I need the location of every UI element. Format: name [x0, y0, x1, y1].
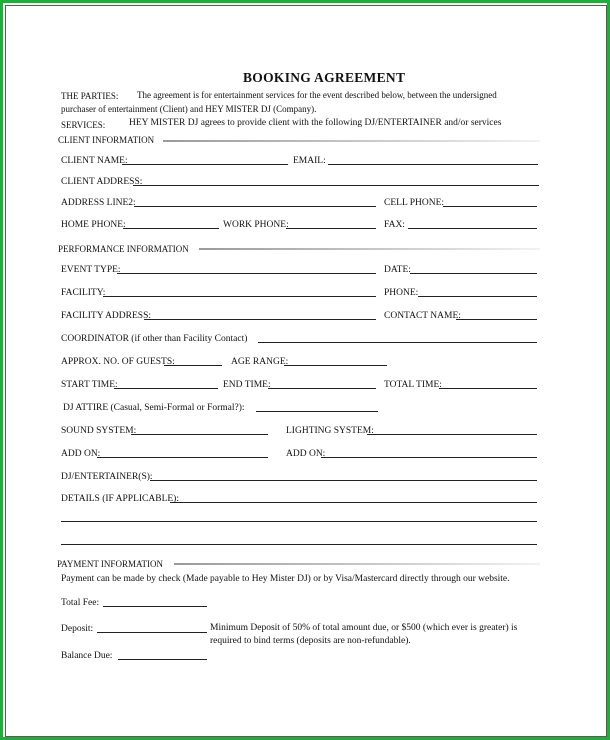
balance-due-label: Balance Due: — [61, 651, 113, 661]
age-range-label: AGE RANGE: — [231, 357, 289, 367]
document-title: BOOKING AGREEMENT — [243, 70, 406, 85]
deposit-note-1: Minimum Deposit of 50% of total amount due, or $500 (which ever is greater) is — [210, 623, 518, 633]
client-address-label: CLIENT ADDRESS: — [61, 177, 143, 187]
start-time-field[interactable] — [114, 388, 218, 389]
lighting-system-field[interactable] — [367, 434, 537, 435]
details-field-line-2[interactable] — [61, 521, 537, 522]
add-on-1-field[interactable] — [97, 457, 268, 458]
facility-label: FACILITY: — [61, 288, 106, 298]
deposit-label: Deposit: — [61, 624, 94, 634]
cell-phone-label: CELL PHONE: — [384, 198, 445, 208]
age-range-field[interactable] — [284, 365, 387, 366]
fax-label: FAX: — [384, 220, 405, 230]
dj-entertainers-field[interactable] — [150, 480, 537, 481]
balance-due-field[interactable] — [118, 659, 207, 660]
total-fee-field[interactable] — [103, 606, 207, 607]
work-phone-field[interactable] — [286, 228, 376, 229]
details-field-line-1[interactable] — [170, 502, 537, 503]
cell-phone-field[interactable] — [443, 206, 537, 207]
approx-guests-label: APPROX. NO. OF GUESTS: — [61, 357, 175, 367]
client-name-label: CLIENT NAME: — [61, 156, 128, 166]
facility-field[interactable] — [103, 296, 376, 297]
home-phone-label: HOME PHONE: — [61, 220, 126, 230]
lighting-system-label: LIGHTING SYSTEM: — [286, 426, 374, 436]
parties-text-1: The agreement is for entertainment services for the event described below, between the undersigned — [137, 90, 497, 100]
parties-text-2: purchaser of entertainment (Client) and HEY MISTER DJ (Company). — [61, 104, 317, 114]
coordinator-field[interactable] — [258, 342, 537, 343]
end-time-field[interactable] — [268, 388, 376, 389]
details-label: DETAILS (IF APPLICABLE): — [61, 494, 179, 504]
parties-label: THE PARTIES: — [61, 91, 119, 101]
client-address-field[interactable] — [133, 185, 539, 186]
total-time-field[interactable] — [439, 388, 537, 389]
deposit-note-2: required to bind terms (deposits are non-refundable). — [210, 636, 411, 646]
work-phone-label: WORK PHONE: — [223, 220, 289, 230]
payment-section-rule — [174, 563, 540, 565]
client-name-field[interactable] — [122, 164, 288, 165]
services-text: HEY MISTER DJ agrees to provide client with the following DJ/ENTERTAINER and/or services — [129, 118, 502, 128]
email-label: EMAIL: — [293, 156, 326, 166]
address-line2-field[interactable] — [134, 206, 376, 207]
total-fee-label: Total Fee: — [61, 598, 100, 608]
email-field[interactable] — [328, 164, 538, 165]
dj-attire-label: DJ ATTIRE (Casual, Semi-Formal or Formal?): — [63, 403, 245, 413]
sound-system-label: SOUND SYSTEM: — [61, 426, 137, 436]
payment-text: Payment can be made by check (Made payable to Hey Mister DJ) or by Visa/Mastercard directly through our website. — [61, 574, 510, 584]
client-section-heading: CLIENT INFORMATION — [58, 135, 155, 145]
date-field[interactable] — [410, 273, 537, 274]
coordinator-label: COORDINATOR (if other than Facility Contact) — [61, 334, 248, 344]
add-on-1-label: ADD ON: — [61, 449, 101, 459]
fax-field[interactable] — [408, 228, 537, 229]
performance-section-rule — [199, 248, 540, 250]
sound-system-field[interactable] — [131, 434, 268, 435]
total-time-label: TOTAL TIME: — [384, 380, 442, 390]
payment-section-heading: PAYMENT INFORMATION — [57, 559, 163, 569]
performance-section-heading: PERFORMANCE INFORMATION — [58, 244, 189, 254]
approx-guests-field[interactable] — [164, 365, 222, 366]
end-time-label: END TIME: — [223, 380, 271, 390]
dj-entertainers-label: DJ/ENTERTAINER(S): — [61, 472, 153, 482]
add-on-2-label: ADD ON: — [286, 449, 326, 459]
contact-name-label: CONTACT NAME: — [384, 311, 461, 321]
start-time-label: START TIME: — [61, 380, 118, 390]
address-line2-label: ADDRESS LINE2: — [61, 198, 136, 208]
phone-field[interactable] — [418, 296, 537, 297]
services-label: SERVICES: — [61, 120, 106, 130]
add-on-2-field[interactable] — [321, 457, 537, 458]
dj-attire-field[interactable] — [256, 411, 378, 412]
phone-label: PHONE: — [384, 288, 419, 298]
date-label: DATE: — [384, 265, 411, 275]
event-type-label: EVENT TYPE: — [61, 265, 121, 275]
event-type-field[interactable] — [117, 273, 376, 274]
client-section-rule — [163, 140, 540, 142]
facility-address-field[interactable] — [144, 319, 376, 320]
deposit-field[interactable] — [97, 632, 207, 633]
contact-name-field[interactable] — [456, 319, 537, 320]
details-field-line-3[interactable] — [61, 544, 537, 545]
home-phone-field[interactable] — [123, 228, 219, 229]
facility-address-label: FACILITY ADDRESS: — [61, 311, 151, 321]
